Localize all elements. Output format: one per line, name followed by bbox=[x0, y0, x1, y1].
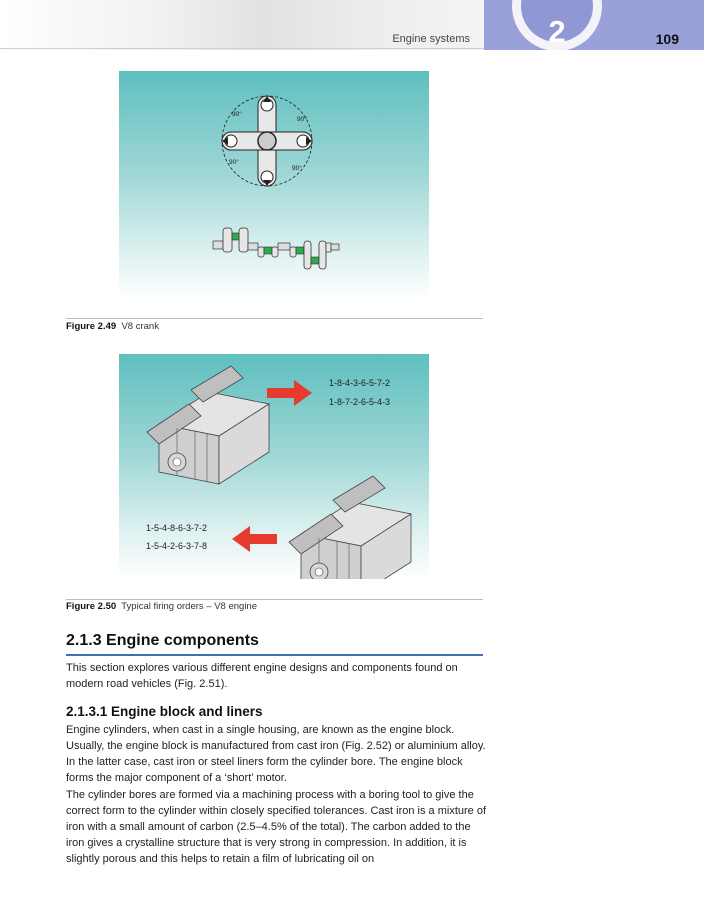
arrow-right-icon bbox=[267, 380, 312, 406]
section-intro: This section explores various different engine designs and components found on modern road vehicles (Fig. 2.51). bbox=[66, 662, 458, 690]
body-paragraph: Engine cylinders, when cast in a single housing, are known as the engine block. Usually, the engine block is manufactured from cast iron (Fig. 2.52) or aluminium alloy. In the latter case, cast iron or steel liners form the cylinder bore. The engine block forms the major component of a ‘short’ motor. bbox=[66, 724, 486, 784]
figure-v8-crank bbox=[119, 71, 429, 301]
figure-label: Figure 2.50 bbox=[66, 601, 117, 612]
crankshaft-side-view bbox=[213, 228, 339, 269]
figure-caption bbox=[66, 601, 257, 612]
figure-caption-text: Typical firing orders – V8 engine bbox=[121, 601, 257, 612]
section-heading-rule bbox=[66, 654, 483, 656]
angle-label: 90° bbox=[292, 165, 302, 172]
caption-rule bbox=[66, 318, 483, 319]
arrow-left-icon bbox=[232, 526, 277, 552]
firing-order: 1-8-7-2-6-5-4-3 bbox=[329, 397, 391, 407]
firing-order: 1-8-4-3-6-5-7-2 bbox=[329, 378, 391, 388]
firing-order: 1-5-4-2-6-3-7-8 bbox=[146, 541, 208, 551]
subsection-heading: 2.1.3.1 Engine block and liners bbox=[66, 704, 263, 719]
figure-caption-text: V8 crank bbox=[121, 321, 159, 332]
page-number: 109 bbox=[655, 31, 679, 47]
figure-label: Figure 2.49 bbox=[66, 321, 117, 332]
angle-label: 90° bbox=[229, 159, 239, 166]
chapter-number: 2 bbox=[548, 14, 566, 49]
v8-engine-block-left bbox=[147, 366, 269, 484]
v8-crank-diagram bbox=[119, 71, 429, 301]
section-heading: 2.1.3 Engine components bbox=[66, 632, 259, 649]
angle-label: 90° bbox=[297, 116, 307, 123]
figure-caption bbox=[66, 321, 159, 332]
v8-engine-block-right bbox=[289, 476, 411, 579]
main-journal bbox=[258, 132, 276, 150]
running-title: Engine systems bbox=[392, 33, 470, 45]
body-paragraph: The cylinder bores are formed via a machining process with a boring tool to give the correct form to the cylinder within closely specified tolerances. Cast iron is a mixture of iron with a small amount of carbon (2.5–4.5% of the total). The carbon added to the iron gives a crystalline structure that is very strong in compression. In addition, it is slightly porous and this helps to retain a film of lubricating oil on bbox=[66, 789, 486, 865]
firing-order: 1-5-4-8-6-3-7-2 bbox=[146, 523, 208, 533]
header-rule bbox=[0, 48, 484, 49]
caption-rule bbox=[66, 599, 483, 600]
angle-label: 90° bbox=[232, 111, 242, 118]
